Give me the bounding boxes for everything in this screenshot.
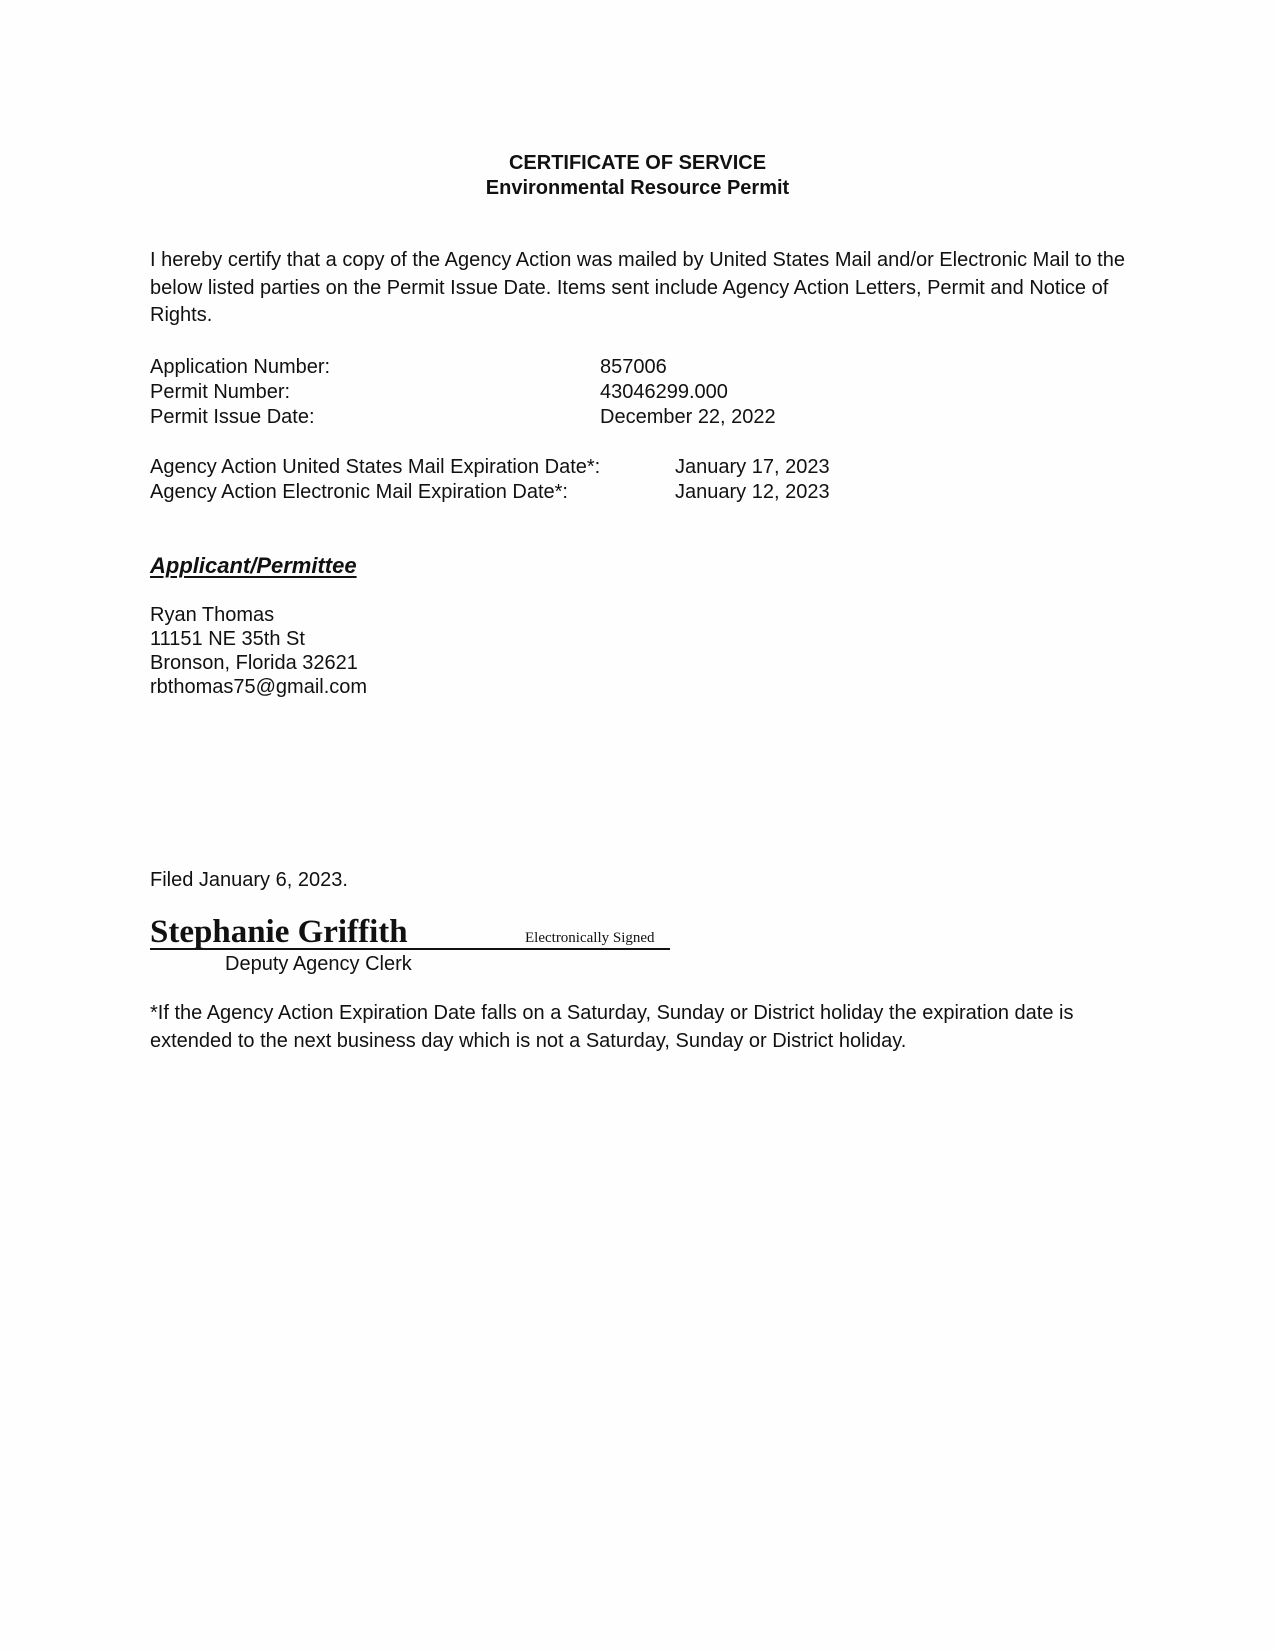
applicant-street: 11151 NE 35th St [150,628,305,650]
mail-expiration-value: January 17, 2023 [675,456,830,478]
application-number-value: 857006 [600,356,667,378]
application-number-label: Application Number: [150,356,331,378]
applicant-name: Ryan Thomas [150,604,275,626]
permit-number-value: 43046299.000 [600,381,728,403]
applicant-city-state-zip: Bronson, Florida 32621 [150,652,358,674]
signature-name: Stephanie Griffith [150,914,408,950]
certification-paragraph: I hereby certify that a copy of the Agency Action was mailed by United States Mail and/or Electronic Mail to the below listed parties on the Permit Issue Date. Items sent include Agency Action Letters, Permit and Notice of Rights. [150,249,1125,326]
expiration-footnote: *If the Agency Action Expiration Date falls on a Saturday, Sunday or District holiday the expiration date is extended to the next business day which is not a Saturday, Sunday or District holiday. [150,1002,1074,1052]
document-subtitle: Environmental Resource Permit [485,177,790,199]
document-title: CERTIFICATE OF SERVICE [508,152,767,174]
applicant-heading: Applicant/Permittee [150,553,357,578]
email-expiration-value: January 12, 2023 [675,481,830,503]
electronically-signed-note: Electronically Signed [525,930,655,946]
permit-number-label: Permit Number: [150,381,291,403]
permit-issue-date-label: Permit Issue Date: [150,406,315,428]
permit-issue-date-value: December 22, 2022 [600,406,776,428]
mail-expiration-label: Agency Action United States Mail Expiration Date*: [150,456,601,478]
signer-title: Deputy Agency Clerk [225,953,412,975]
filed-date: Filed January 6, 2023. [150,869,348,891]
applicant-email: rbthomas75@gmail.com [150,676,368,698]
email-expiration-label: Agency Action Electronic Mail Expiration Date*: [150,481,568,503]
signature-line [150,948,670,950]
